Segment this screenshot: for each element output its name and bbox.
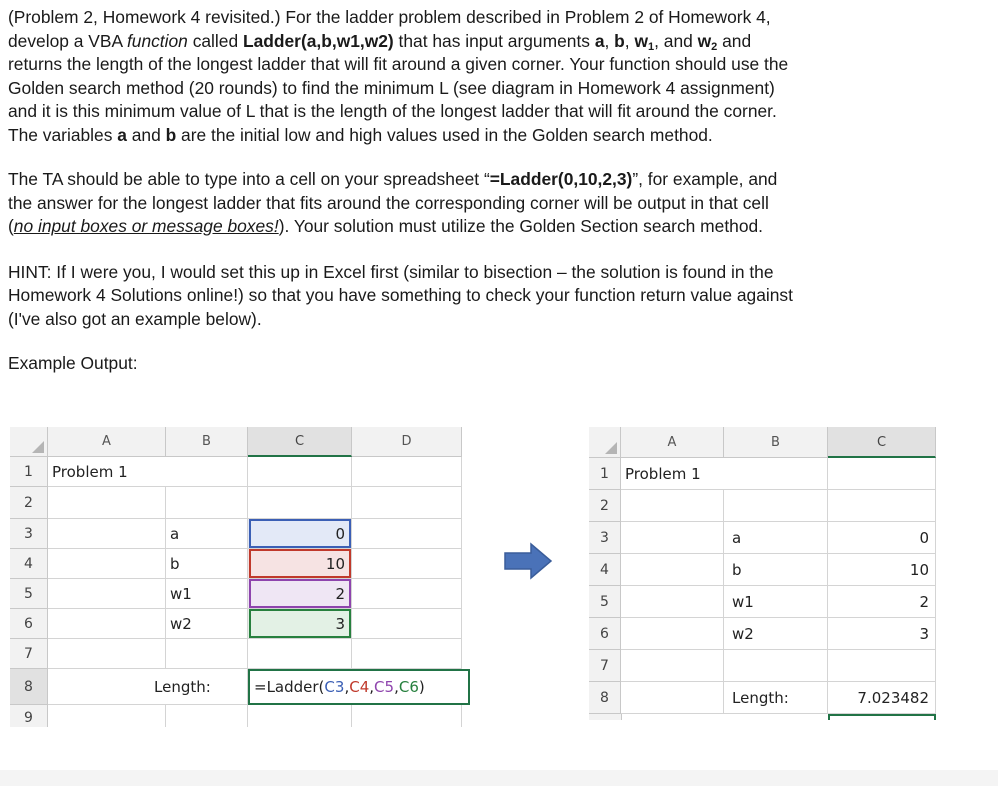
text-span: , bbox=[624, 30, 635, 51]
column-header-b[interactable]: B bbox=[724, 427, 828, 458]
cell-a3[interactable] bbox=[48, 519, 166, 549]
cell-d3[interactable] bbox=[352, 519, 462, 549]
function-signature: Ladder(a,b,w1,w2) bbox=[242, 30, 394, 51]
paragraph-2 bbox=[8, 168, 983, 239]
row-header-9[interactable]: 9 bbox=[10, 705, 48, 727]
subscript: 2 bbox=[711, 40, 718, 53]
text-span: that has input arguments bbox=[393, 30, 595, 51]
formula-ref-c3: C3 bbox=[324, 678, 345, 696]
cell-c1[interactable] bbox=[248, 457, 352, 487]
example-formula: =Ladder(0,10,2,3) bbox=[489, 169, 633, 189]
cell-c8[interactable]: 7.023482 bbox=[828, 682, 936, 714]
cell-d2[interactable] bbox=[352, 487, 462, 519]
cell-b1[interactable] bbox=[166, 457, 248, 487]
cell-b6[interactable]: w2 bbox=[166, 609, 248, 639]
right-spreadsheet bbox=[589, 427, 965, 727]
cell-c9[interactable] bbox=[248, 705, 352, 727]
row-header-6[interactable]: 6 bbox=[10, 609, 48, 639]
cell-a2[interactable] bbox=[48, 487, 166, 519]
row-header-7[interactable]: 7 bbox=[10, 639, 48, 669]
cell-b8[interactable]: Length: bbox=[150, 669, 248, 705]
text-span: develop a VBA bbox=[8, 30, 127, 51]
subscript: 1 bbox=[647, 40, 655, 53]
cell-c4[interactable]: 10 bbox=[248, 549, 352, 579]
text-line: Golden search method (20 rounds) to find the minimum L (see diagram in Homework 4 assignment) bbox=[8, 77, 775, 98]
row-header-5[interactable]: 5 bbox=[589, 586, 621, 618]
text-span: and bbox=[126, 124, 166, 145]
cell-b5[interactable]: w1 bbox=[724, 586, 828, 618]
column-header-c[interactable]: C bbox=[248, 427, 352, 457]
page-bottom-strip bbox=[0, 770, 998, 786]
text-span: b bbox=[614, 30, 625, 51]
text-span: b bbox=[165, 124, 177, 145]
row-header-6[interactable]: 6 bbox=[589, 618, 621, 650]
select-all-corner[interactable] bbox=[589, 427, 621, 458]
row-header-3[interactable]: 3 bbox=[10, 519, 48, 549]
text-line: Homework 4 Solutions online!) so that you have something to check your function return value against bbox=[8, 285, 793, 305]
cell-a6[interactable] bbox=[621, 618, 724, 650]
cell-a1[interactable]: Problem 1 bbox=[621, 458, 724, 490]
cell-b4[interactable]: b bbox=[724, 554, 828, 586]
cell-c7[interactable] bbox=[828, 650, 936, 682]
cell-c3[interactable]: 0 bbox=[828, 522, 936, 554]
text-span bbox=[698, 31, 718, 51]
text-line: and it is this minimum value of L that is the length of the longest ladder that will fit around the corner. bbox=[8, 101, 777, 121]
cell-c6[interactable]: 3 bbox=[248, 609, 352, 639]
cell-c5[interactable]: 2 bbox=[828, 586, 936, 618]
formula-ref-c6: C6 bbox=[398, 678, 419, 696]
row-header-5[interactable]: 5 bbox=[10, 579, 48, 609]
select-all-corner[interactable] bbox=[10, 427, 48, 457]
formula-comma: , bbox=[394, 678, 399, 696]
formula-ref-c4: C4 bbox=[349, 678, 370, 696]
row-header-8[interactable]: 8 bbox=[589, 682, 621, 714]
formula-text: ) bbox=[418, 678, 425, 696]
row-header-3[interactable]: 3 bbox=[589, 522, 621, 554]
formula-text: =Ladder( bbox=[254, 678, 325, 696]
cell-b9[interactable] bbox=[166, 705, 248, 727]
example-output-label: Example Output: bbox=[8, 353, 138, 373]
cell-c2[interactable] bbox=[828, 490, 936, 522]
cell-b4[interactable]: b bbox=[166, 549, 248, 579]
paragraph-hint bbox=[8, 261, 983, 332]
text-span: ). Your solution must utilize the Golden Section search method. bbox=[278, 216, 764, 236]
text-span: The TA should be able to type into a cell on your spreadsheet “ bbox=[8, 169, 490, 189]
column-header-d[interactable]: D bbox=[352, 427, 462, 457]
cell-d1[interactable] bbox=[352, 457, 462, 487]
text-line: the answer for the longest ladder that fits around the corresponding corner will be output in that cell bbox=[8, 192, 769, 213]
cell-a2[interactable] bbox=[621, 490, 724, 522]
cell-b5[interactable]: w1 bbox=[166, 579, 248, 609]
cell-b3[interactable]: a bbox=[724, 522, 828, 554]
cell-d7[interactable] bbox=[352, 639, 462, 669]
row-header-4[interactable]: 4 bbox=[589, 554, 621, 586]
problem-text bbox=[8, 6, 983, 376]
emphasis-text: no input boxes or message boxes! bbox=[13, 216, 279, 236]
paragraph-1 bbox=[8, 6, 983, 147]
cell-d9[interactable] bbox=[352, 705, 462, 727]
ref-outline-c6 bbox=[249, 609, 351, 638]
cell-b2[interactable] bbox=[166, 487, 248, 519]
cell-a3[interactable] bbox=[621, 522, 724, 554]
formula-comma: , bbox=[369, 678, 375, 696]
cell-b1[interactable] bbox=[724, 458, 828, 490]
row-header-7[interactable]: 7 bbox=[589, 650, 621, 682]
cell-a9[interactable] bbox=[48, 705, 166, 727]
row-header-8[interactable]: 8 bbox=[10, 669, 48, 705]
cell-d4[interactable] bbox=[352, 549, 462, 579]
cell-c6[interactable]: 3 bbox=[828, 618, 936, 650]
cell-a7[interactable] bbox=[48, 639, 166, 669]
cell-c7[interactable] bbox=[248, 639, 352, 669]
cell-c3[interactable]: 0 bbox=[248, 519, 352, 549]
cell-b2[interactable] bbox=[724, 490, 828, 522]
cell-a5[interactable] bbox=[621, 586, 724, 618]
cell-a6[interactable] bbox=[48, 609, 166, 639]
row-header-2[interactable]: 2 bbox=[589, 490, 621, 522]
text-span: function bbox=[126, 30, 188, 51]
text-span: w bbox=[697, 30, 712, 51]
cell-c1[interactable] bbox=[828, 458, 936, 490]
arrow-right-icon bbox=[503, 542, 553, 580]
cell-a8[interactable] bbox=[48, 669, 166, 705]
formula-ref-c5: C5 bbox=[374, 678, 395, 696]
column-header-b[interactable]: B bbox=[166, 427, 248, 457]
row-header-4[interactable]: 4 bbox=[10, 549, 48, 579]
text-span: ( bbox=[8, 216, 14, 236]
text-span: , bbox=[604, 30, 615, 51]
text-span: ”, for example, and bbox=[632, 169, 778, 189]
text-span: a bbox=[117, 124, 127, 145]
cell-a7[interactable] bbox=[621, 650, 724, 682]
cell-a4[interactable] bbox=[621, 554, 724, 586]
active-cell-indicator bbox=[828, 714, 936, 720]
text-span: The variables bbox=[8, 124, 118, 145]
text-span: and bbox=[717, 30, 752, 51]
text-span: are the initial low and high values used in the Golden search method. bbox=[176, 124, 713, 145]
text-span bbox=[634, 31, 654, 51]
cell-b6[interactable]: w2 bbox=[724, 618, 828, 650]
left-spreadsheet bbox=[10, 427, 480, 727]
cell-c5[interactable]: 2 bbox=[248, 579, 352, 609]
text-span: a bbox=[594, 30, 605, 51]
text-line: returns the length of the longest ladder that will fit around a given corner. Your function should use the bbox=[8, 54, 789, 74]
text-line: (I've also got an example below). bbox=[8, 308, 262, 329]
cell-a4[interactable] bbox=[48, 549, 166, 579]
ref-outline-c5 bbox=[249, 579, 351, 608]
cell-a8[interactable] bbox=[621, 682, 724, 714]
cell-b8[interactable]: Length: bbox=[724, 682, 828, 714]
cell-c4[interactable]: 10 bbox=[828, 554, 936, 586]
text-line: (Problem 2, Homework 4 revisited.) For the ladder problem described in Problem 2 of Homework 4, bbox=[8, 7, 771, 27]
cell-b7[interactable] bbox=[724, 650, 828, 682]
cell-c2[interactable] bbox=[248, 487, 352, 519]
cell-d6[interactable] bbox=[352, 609, 462, 639]
text-span: , and bbox=[654, 30, 698, 51]
row-header-2[interactable]: 2 bbox=[10, 487, 48, 519]
cell-d5[interactable] bbox=[352, 579, 462, 609]
formula-comma: , bbox=[344, 678, 350, 696]
cell-a1[interactable]: Problem 1 bbox=[48, 457, 166, 487]
text-span: called bbox=[187, 30, 243, 51]
text-span: w bbox=[634, 30, 648, 51]
row-header-1[interactable]: 1 bbox=[589, 458, 621, 490]
formula-cell-c8[interactable] bbox=[248, 669, 470, 705]
column-header-a[interactable]: A bbox=[48, 427, 166, 457]
text-line: HINT: If I were you, I would set this up in Excel first (similar to bisection – the solution is found in the bbox=[8, 261, 774, 282]
column-header-c[interactable]: C bbox=[828, 427, 936, 458]
cell-a5[interactable] bbox=[48, 579, 166, 609]
cell-b7[interactable] bbox=[166, 639, 248, 669]
cell-b3[interactable]: a bbox=[166, 519, 248, 549]
row-9-partial bbox=[589, 714, 622, 720]
ref-outline-c3 bbox=[249, 519, 351, 548]
ref-outline-c4 bbox=[249, 549, 351, 578]
column-header-a[interactable]: A bbox=[621, 427, 724, 458]
row-header-1[interactable]: 1 bbox=[10, 457, 48, 487]
